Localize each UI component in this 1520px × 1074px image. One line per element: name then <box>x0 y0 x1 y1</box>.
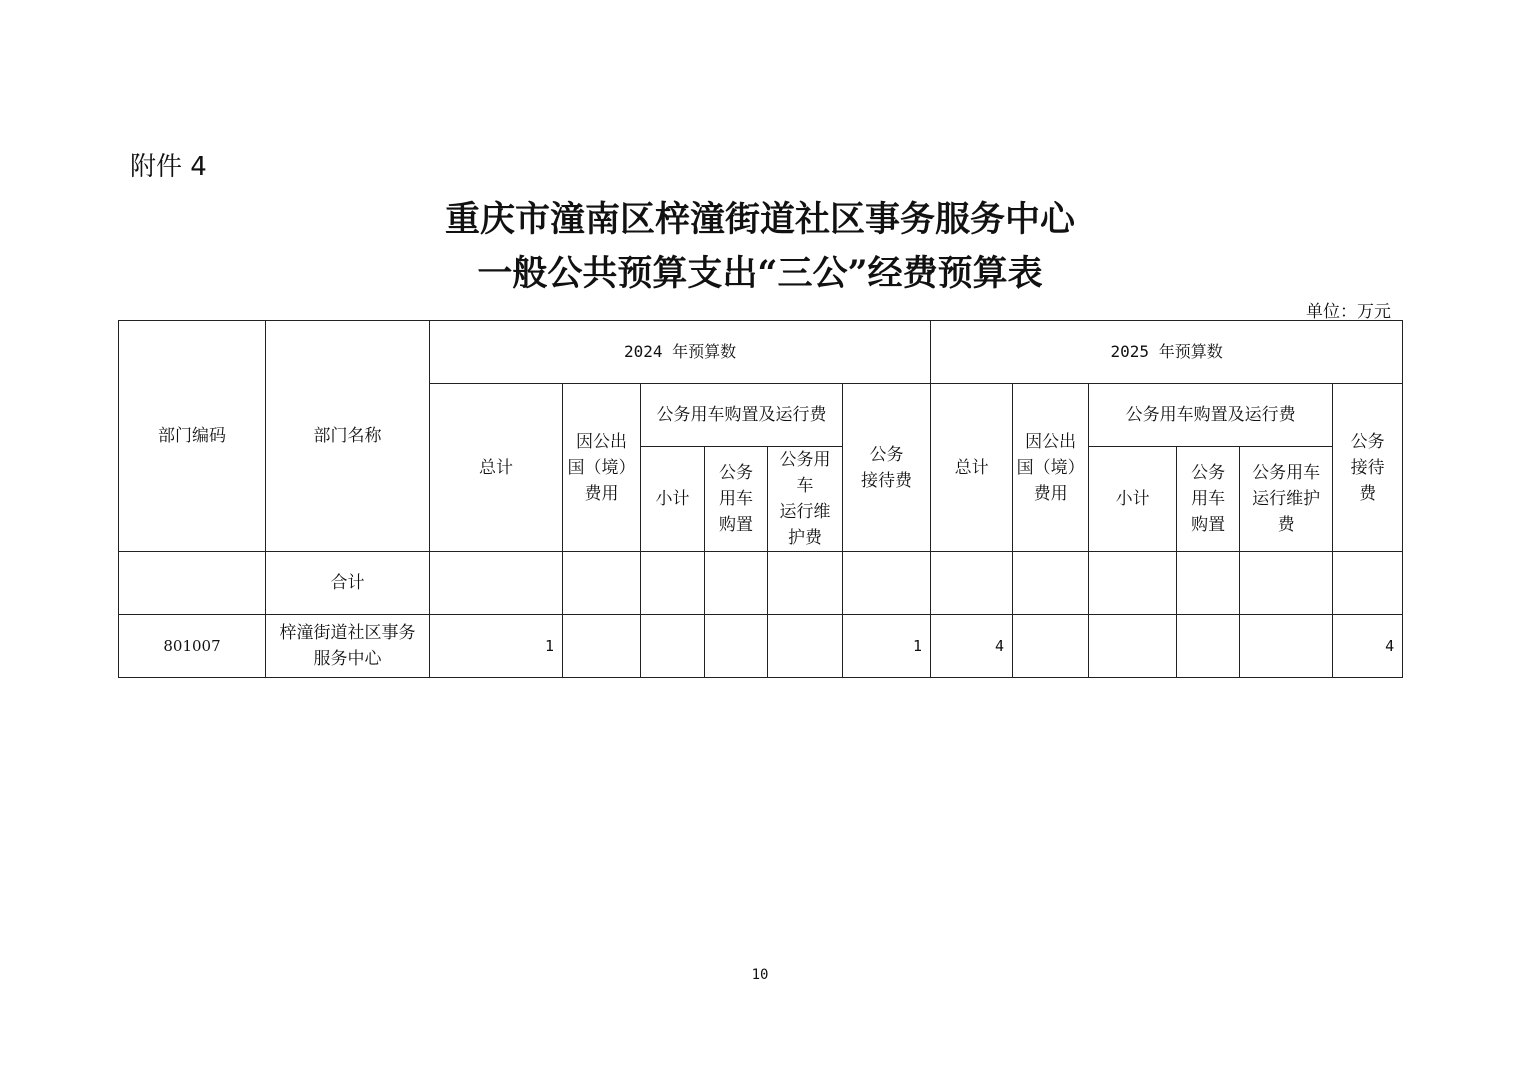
header-2025-vehicle-maint: 公务用车 运行维护 费 <box>1240 447 1333 552</box>
cell-2024-total <box>430 552 563 615</box>
cell-2025-purchase <box>1177 552 1240 615</box>
cell-name: 合计 <box>266 552 430 615</box>
header-dept-name: 部门名称 <box>266 321 430 552</box>
header-2024-vehicle-purchase: 公务 用车 购置 <box>705 447 768 552</box>
cell-2024-subtotal <box>641 552 705 615</box>
header-2025-vehicle-group: 公务用车购置及运行费 <box>1089 384 1333 447</box>
header-year-2024: 2024 年预算数 <box>430 321 931 384</box>
cell-2025-total <box>931 552 1013 615</box>
cell-2024-purchase <box>705 615 768 678</box>
cell-code <box>119 552 266 615</box>
header-2025-reception: 公务 接待 费 <box>1333 384 1403 552</box>
table-row-dept <box>119 615 1403 678</box>
cell-2025-maint <box>1240 552 1333 615</box>
header-2024-vehicle-group: 公务用车购置及运行费 <box>641 384 843 447</box>
table-row-total <box>119 552 1403 615</box>
cell-2025-reception: 4 <box>1333 615 1403 678</box>
header-2025-vehicle-purchase: 公务 用车 购置 <box>1177 447 1240 552</box>
header-dept-code: 部门编码 <box>119 321 266 552</box>
cell-2024-abroad <box>563 552 641 615</box>
cell-2025-subtotal <box>1089 615 1177 678</box>
cell-2025-maint <box>1240 615 1333 678</box>
cell-2025-reception <box>1333 552 1403 615</box>
header-2024-reception: 公务 接待费 <box>843 384 931 552</box>
cell-2024-maint <box>768 615 843 678</box>
header-2025-subtotal: 小计 <box>1089 447 1177 552</box>
cell-2024-subtotal <box>641 615 705 678</box>
cell-2024-reception: 1 <box>843 615 931 678</box>
cell-2025-abroad <box>1013 552 1089 615</box>
document-title-line1: 重庆市潼南区梓潼街道社区事务服务中心 <box>444 199 1075 240</box>
cell-2024-abroad <box>563 615 641 678</box>
cell-2025-total: 4 <box>931 615 1013 678</box>
header-year-2025: 2025 年预算数 <box>931 321 1403 384</box>
cell-2024-purchase <box>705 552 768 615</box>
cell-2025-subtotal <box>1089 552 1177 615</box>
document-title-line2: 一般公共预算支出“三公”经费预算表 <box>477 253 1043 294</box>
header-2025-abroad: 因公出 国（境） 费用 <box>1013 384 1089 552</box>
cell-2024-maint <box>768 552 843 615</box>
budget-table <box>118 320 1403 678</box>
cell-2024-total: 1 <box>430 615 563 678</box>
cell-name: 梓潼街道社区事务 服务中心 <box>266 615 430 678</box>
cell-code: 801007 <box>119 615 266 678</box>
header-2024-total: 总计 <box>430 384 563 552</box>
header-2024-subtotal: 小计 <box>641 447 705 552</box>
cell-2025-abroad <box>1013 615 1089 678</box>
page-number: 10 <box>751 967 769 983</box>
header-2025-total: 总计 <box>931 384 1013 552</box>
header-2024-abroad: 因公出 国（境） 费用 <box>563 384 641 552</box>
attachment-label: 附件 4 <box>130 152 207 182</box>
cell-2024-reception <box>843 552 931 615</box>
unit-label: 单位：万元 <box>1306 302 1391 322</box>
cell-2025-purchase <box>1177 615 1240 678</box>
header-2024-vehicle-maint: 公务用 车 运行维 护费 <box>768 447 843 552</box>
